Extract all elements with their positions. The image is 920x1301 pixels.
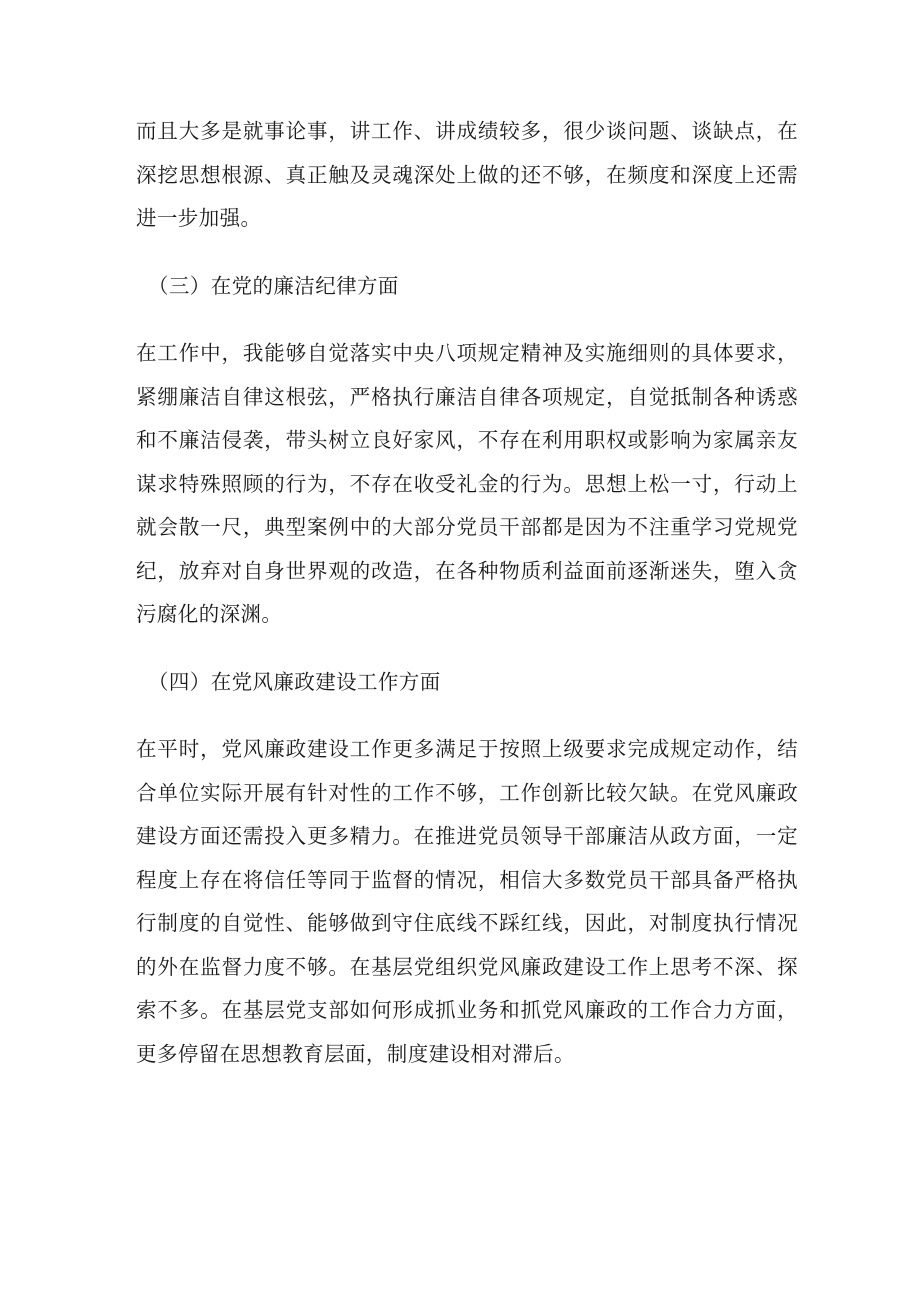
section-heading-three: （三）在党的廉洁纪律方面 — [148, 273, 399, 298]
paragraph-clean-governance: 在平时，党风廉政建设工作更多满足于按照上级要求完成规定动作，结合单位实际开展有针对性的工作不够，工作创新比较欠缺。在党风廉政建设方面还需投入更多精力。在推进党员领导干部廉洁从政方面，一定程度上存在将信任等同于监督的情况，相信大多数党员干部具备严格执行制度的自觉性、能够做到守住底线不踩红线，因此，对制度执行情况的外在监督力度不够。在基层党组织党风廉政建设工作上思考不深、探索不多。在基层党支部如何形成抓业务和抓党风廉政的工作合力方面，更多停留在思想教育层面，制度建设相对滞后。 — [136, 737, 798, 1066]
section-heading-four: （四）在党风廉政建设工作方面 — [148, 669, 441, 694]
paragraph-integrity-discipline: 在工作中，我能够自觉落实中央八项规定精神及实施细则的具体要求，紧绷廉洁自律这根弦，严格执行廉洁自律各项规定，自觉抵制各种诱惑和不廉洁侵袭，带头树立良好家风，不存在利用职权或影响为家属亲友谋求特殊照顾的行为，不存在收受礼金的行为。思想上松一寸，行动上就会散一尺，典型案例中的大部分党员干部都是因为不注重学习党规党纪，放弃对自身世界观的改造，在各种物质利益面前逐渐迷失，堕入贪污腐化的深渊。 — [136, 341, 798, 626]
document-body — [136, 110, 798, 1100]
paragraph-continuation: 而且大多是就事论事，讲工作、讲成绩较多，很少谈问题、谈缺点，在深挖思想根源、真正触及灵魂深处上做的还不够，在频度和深度上还需进一步加强。 — [136, 119, 798, 230]
